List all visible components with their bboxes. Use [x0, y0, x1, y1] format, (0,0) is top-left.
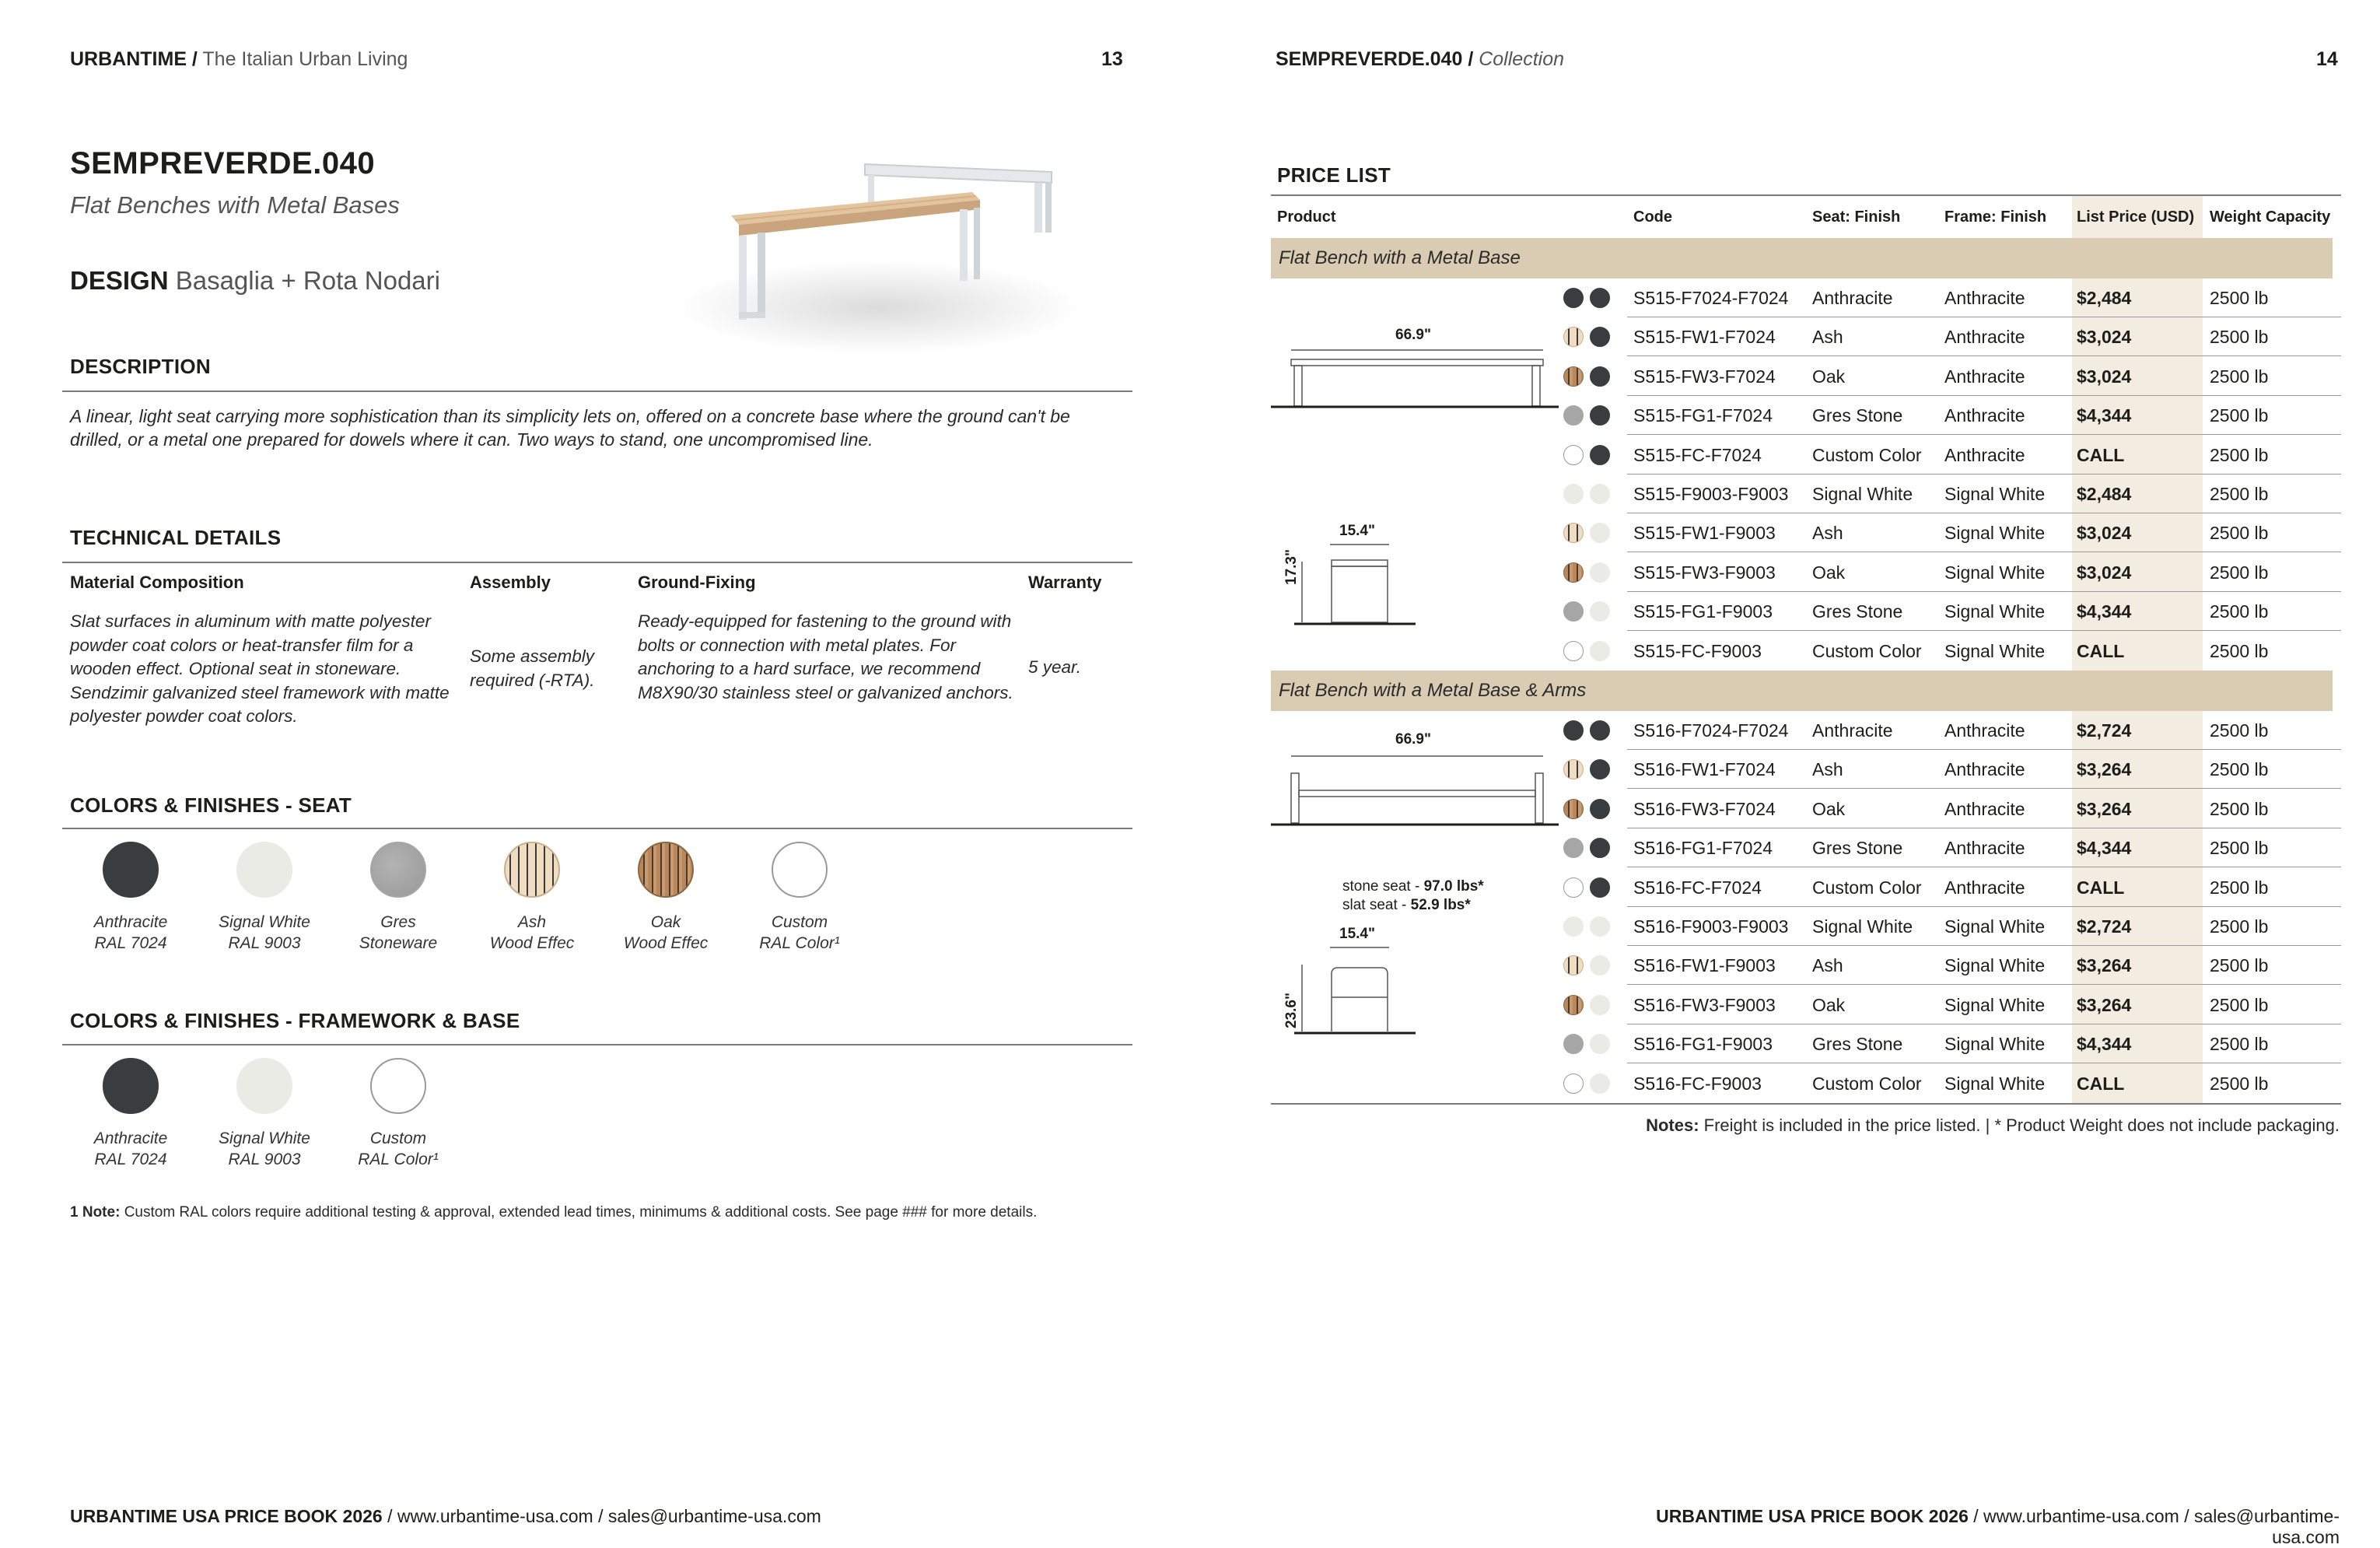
table-row	[1271, 475, 2341, 513]
list-price: $2,724	[2077, 916, 2132, 937]
frame-finishes-rule	[62, 1044, 1132, 1045]
product-code: S516-FW1-F9003	[1633, 955, 1776, 976]
product-code: S516-FW1-F7024	[1633, 759, 1776, 780]
designers: Basaglia + Rota Nodari	[175, 266, 440, 295]
weight-capacity: 2500 lb	[2210, 562, 2269, 583]
seat-finish: Custom Color	[1812, 1073, 1922, 1094]
frame-finish: Signal White	[1944, 523, 2046, 544]
frame-finish-dot	[1590, 327, 1610, 347]
table-row	[1271, 592, 2341, 631]
tech-assembly-text: Some assembly required (-RTA).	[470, 646, 595, 690]
list-price: $3,264	[2077, 955, 2132, 976]
frame-finish-dot	[1590, 955, 1610, 975]
list-price: $3,264	[2077, 759, 2132, 780]
tech-header-material: Material Composition	[70, 573, 244, 592]
frame-finish: Signal White	[1944, 994, 2046, 1015]
seat-finish: Oak	[1812, 562, 1846, 583]
weight-capacity: 2500 lb	[2210, 288, 2269, 308]
description-rule	[62, 391, 1132, 392]
table-row	[1271, 1064, 2341, 1103]
swatch-label	[596, 912, 736, 954]
group-title: Flat Bench with a Metal Base	[1279, 247, 1521, 268]
list-price: $3,024	[2077, 366, 2132, 387]
seat-finish-dot	[1563, 838, 1584, 858]
bench-front-drawing	[1271, 344, 1559, 414]
seat-finish: Custom Color	[1812, 877, 1922, 898]
group-title: Flat Bench with a Metal Base & Arms	[1279, 680, 1587, 701]
seat-finishes-rule	[62, 828, 1132, 829]
seat-finish: Ash	[1812, 523, 1843, 544]
weight-capacity: 2500 lb	[2210, 955, 2269, 976]
product-name: SEMPREVERDE.040	[70, 146, 376, 180]
custom-swatch	[370, 1058, 426, 1114]
list-price: $3,264	[2077, 994, 2132, 1015]
left-page-header	[70, 48, 408, 71]
product-image	[661, 152, 1097, 362]
seat-finish-dot	[1563, 877, 1584, 898]
table-row	[1271, 828, 2341, 867]
table-row	[1271, 946, 2341, 985]
col-header-list-price: List Price (USD)	[2077, 208, 2195, 226]
frame-finishes-title: COLORS & FINISHES - FRAMEWORK & BASE	[70, 1009, 520, 1032]
col-header-seat-finish: Seat: Finish	[1812, 208, 1901, 226]
tech-material-text: Slat surfaces in aluminum with matte polyester powder coat colors or heat-transfer film for a wooden effect. Optional seat in stoneware. Sendzimir galvanized steel framework with matte polyester powder coat colors.	[70, 611, 450, 726]
tech-warranty-text: 5 year.	[1028, 657, 1081, 677]
frame-finish-dot	[1590, 1034, 1610, 1054]
weight-capacity: 2500 lb	[2210, 759, 2269, 780]
group-band	[1271, 238, 2333, 278]
seat-finish-dot	[1563, 799, 1584, 819]
seat-finish-dot	[1563, 995, 1584, 1015]
seat-finish-dot	[1563, 916, 1584, 937]
stone-seat-value: 97.0 lbs*	[1423, 878, 1484, 895]
frame-finish: Anthracite	[1944, 720, 2025, 741]
seat-finish: Ash	[1812, 955, 1843, 976]
seat-finish: Anthracite	[1812, 288, 1893, 308]
swatch-name: Anthracite	[93, 913, 168, 931]
table-row	[1271, 1024, 2341, 1063]
weight-capacity: 2500 lb	[2210, 366, 2269, 387]
bench-weights	[1342, 877, 1484, 915]
list-price: $3,024	[2077, 562, 2132, 583]
list-price: CALL	[2077, 444, 2125, 465]
footer-contact: / www.urbantime-usa.com / sales@urbantime-usa.com	[1973, 1506, 2340, 1547]
product-code: S515-FW1-F7024	[1633, 327, 1776, 348]
swatch-name: Oak	[650, 913, 681, 931]
tech-ground-fixing-text: Ready-equipped for fastening to the ground with bolts or connection with metal plates. For anchoring to a hard surface, we recommend M8X90/30 stainless steel or galvanized anchors.	[638, 611, 1013, 702]
group-rows	[1271, 278, 2341, 671]
list-price: $3,024	[2077, 327, 2132, 348]
price-list-title: PRICE LIST	[1277, 163, 1391, 187]
swatch-label	[61, 912, 201, 954]
product-code: S516-FG1-F9003	[1633, 1034, 1773, 1055]
col-header-frame-finish: Frame: Finish	[1944, 208, 2047, 226]
ash-swatch	[504, 842, 560, 898]
product-code: S516-FW3-F7024	[1633, 798, 1776, 819]
swatch-code: RAL 7024	[94, 934, 167, 952]
seat-finish-dot	[1563, 1073, 1584, 1094]
col-header-code: Code	[1633, 208, 1672, 226]
swatch-code: Wood Effec	[623, 934, 709, 952]
swatch-code: RAL 7024	[94, 1150, 167, 1168]
weight-capacity: 2500 lb	[2210, 327, 2269, 348]
frame-finish: Anthracite	[1944, 405, 2025, 426]
swatch-name: Custom	[771, 913, 828, 931]
list-price: CALL	[2077, 1073, 2125, 1094]
frame-finish: Anthracite	[1944, 798, 2025, 819]
header-tagline: The Italian Urban Living	[202, 48, 408, 70]
note-text: Custom RAL colors require additional testing & approval, extended lead times, minimums & additional costs. See page ### for more details.	[124, 1204, 1038, 1221]
tech-header-warranty: Warranty	[1028, 573, 1102, 592]
product-code: S515-FC-F9003	[1633, 640, 1762, 661]
oak-swatch	[638, 842, 694, 898]
swatch-label	[328, 912, 468, 954]
header-brand: SEMPREVERDE.040 /	[1276, 48, 1474, 70]
seat-finish: Custom Color	[1812, 444, 1922, 465]
seat-finish-dot	[1563, 366, 1584, 387]
slat-seat-label: slat seat -	[1342, 897, 1411, 913]
swatch-name: Custom	[369, 1129, 427, 1147]
list-price: $3,264	[2077, 798, 2132, 819]
seat-finish: Oak	[1812, 366, 1846, 387]
seat-finish: Signal White	[1812, 916, 1913, 937]
swatch-code: Wood Effec	[489, 934, 575, 952]
tech-header-ground-fixing: Ground-Fixing	[638, 573, 756, 592]
frame-finish-dot	[1590, 405, 1610, 426]
stone-seat-weight	[1342, 877, 1484, 896]
col-header-product: Product	[1277, 208, 1336, 226]
list-price: $2,724	[2077, 720, 2132, 741]
frame-finish: Anthracite	[1944, 288, 2025, 308]
header-brand: URBANTIME /	[70, 48, 198, 70]
frame-finish: Signal White	[1944, 916, 2046, 937]
list-price: CALL	[2077, 640, 2125, 661]
custom-swatch	[772, 842, 828, 898]
left-footer	[70, 1506, 821, 1527]
frame-finish-dot	[1590, 641, 1610, 661]
notes-text: Freight is included in the price listed. | * Product Weight does not include packaging.	[1703, 1115, 2340, 1135]
product-code: S515-FG1-F9003	[1633, 601, 1773, 622]
product-code: S516-FG1-F7024	[1633, 838, 1773, 859]
frame-finish-dot	[1590, 838, 1610, 858]
swatch-label	[61, 1128, 201, 1170]
frame-finish-dot	[1590, 720, 1610, 741]
seat-finish: Custom Color	[1812, 640, 1922, 661]
product-subtitle: Flat Benches with Metal Bases	[70, 191, 400, 219]
table-row	[1271, 513, 2341, 552]
weight-capacity: 2500 lb	[2210, 838, 2269, 859]
frame-finish-dot	[1590, 877, 1610, 898]
swatch-name: Ash	[517, 913, 547, 931]
page-number-right: 14	[2316, 48, 2338, 70]
product-code: S516-F7024-F7024	[1633, 720, 1789, 741]
seat-finish: Gres Stone	[1812, 405, 1903, 426]
frame-finish-dot	[1590, 484, 1610, 504]
weight-capacity: 2500 lb	[2210, 798, 2269, 819]
price-table	[1271, 196, 2341, 1106]
signal-white-swatch	[236, 842, 292, 898]
seat-finish-dot	[1563, 405, 1584, 426]
seat-finish: Oak	[1812, 798, 1846, 819]
technical-title: TECHNICAL DETAILS	[70, 526, 282, 549]
list-price: $4,344	[2077, 601, 2132, 622]
seat-finish: Signal White	[1812, 484, 1913, 504]
swatch-label	[462, 912, 602, 954]
frame-finish-dot	[1590, 601, 1610, 622]
seat-finish-dot	[1563, 523, 1584, 543]
frame-finish: Signal White	[1944, 484, 2046, 504]
swatch-name: Anthracite	[93, 1129, 168, 1147]
footer-brand: URBANTIME USA PRICE BOOK 2026	[70, 1506, 383, 1526]
swatch-name: Signal White	[219, 1129, 310, 1147]
footer-contact: / www.urbantime-usa.com / sales@urbantime-usa.com	[387, 1506, 821, 1526]
swatch-code: RAL Color¹	[358, 1150, 439, 1168]
seat-finish-dot	[1563, 288, 1584, 308]
seat-finishes-title: COLORS & FINISHES - SEAT	[70, 793, 352, 817]
frame-finish-dot	[1590, 799, 1610, 819]
seat-finish-dot	[1563, 445, 1584, 465]
swatch-label	[194, 1128, 334, 1170]
list-price: $2,484	[2077, 288, 2132, 308]
seat-finish-dot	[1563, 1034, 1584, 1054]
seat-finish: Oak	[1812, 994, 1846, 1015]
swatch-code: Stoneware	[359, 934, 438, 952]
frame-finish-dot	[1590, 1073, 1610, 1094]
dim-height: 17.3"	[1283, 549, 1300, 585]
design-credit	[70, 266, 440, 296]
weight-capacity: 2500 lb	[2210, 444, 2269, 465]
product-code: S515-FW3-F7024	[1633, 366, 1776, 387]
signal-white-swatch	[236, 1058, 292, 1114]
group-band	[1271, 671, 2333, 711]
product-code: S516-FC-F7024	[1633, 877, 1762, 898]
frame-finish-dot	[1590, 288, 1610, 308]
seat-finish-dot	[1563, 562, 1584, 583]
seat-finish: Ash	[1812, 327, 1843, 348]
frame-swatch-row	[0, 1058, 544, 1182]
slat-seat-value: 52.9 lbs*	[1410, 897, 1471, 913]
table-row	[1271, 553, 2341, 592]
seat-finish-dot	[1563, 720, 1584, 741]
seat-finish-dot	[1563, 759, 1584, 779]
frame-finish: Signal White	[1944, 562, 2046, 583]
frame-finish: Signal White	[1944, 640, 2046, 661]
product-code: S516-FC-F9003	[1633, 1073, 1762, 1094]
swatch-label	[194, 912, 334, 954]
description-text: A linear, light seat carrying more sophistication than its simplicity lets on, offered on a concrete base where the ground can't be drilled, or a metal one prepared for dowels where it can. Two ways to stand, one uncompromised line.	[70, 406, 1070, 450]
swatch-code: RAL Color¹	[759, 934, 840, 952]
weight-capacity: 2500 lb	[2210, 877, 2269, 898]
dim-height: 23.6"	[1283, 993, 1300, 1028]
bench-side-drawing	[1271, 538, 1426, 632]
seat-finish: Ash	[1812, 759, 1843, 780]
technical-rule	[62, 562, 1132, 563]
seat-finish: Gres Stone	[1812, 601, 1903, 622]
dim-length: 66.9"	[1395, 731, 1431, 748]
header-tagline: Collection	[1479, 48, 1564, 70]
seat-finish: Gres Stone	[1812, 838, 1903, 859]
table-row	[1271, 711, 2341, 750]
stone-seat-label: stone seat -	[1342, 878, 1424, 895]
dim-length: 66.9"	[1395, 327, 1431, 343]
price-notes	[1632, 1115, 2340, 1136]
weight-capacity: 2500 lb	[2210, 916, 2269, 937]
right-footer	[1601, 1506, 2340, 1548]
weight-capacity: 2500 lb	[2210, 1073, 2269, 1094]
table-row	[1271, 278, 2341, 317]
page-number-left: 13	[1101, 48, 1123, 70]
frame-finish-dot	[1590, 366, 1610, 387]
product-code: S515-FW1-F9003	[1633, 523, 1776, 544]
seat-swatch-row	[0, 842, 933, 966]
weight-capacity: 2500 lb	[2210, 720, 2269, 741]
frame-finish: Signal White	[1944, 955, 2046, 976]
col-header-weight-capacity: Weight Capacity	[2210, 208, 2331, 226]
weight-capacity: 2500 lb	[2210, 484, 2269, 504]
product-code: S516-F9003-F9003	[1633, 916, 1789, 937]
frame-finish: Anthracite	[1944, 366, 2025, 387]
product-code: S515-FW3-F9003	[1633, 562, 1776, 583]
seat-finish-dot	[1563, 484, 1584, 504]
bench-arms-front-drawing	[1271, 750, 1559, 828]
bench-arms-side-drawing	[1271, 941, 1426, 1042]
swatch-label	[328, 1128, 468, 1170]
table-row	[1271, 632, 2341, 671]
seat-finish-dot	[1563, 601, 1584, 622]
product-code: S515-FC-F7024	[1633, 444, 1762, 465]
weight-capacity: 2500 lb	[2210, 1034, 2269, 1055]
description-title: DESCRIPTION	[70, 355, 211, 378]
tech-header-assembly: Assembly	[470, 573, 551, 592]
seat-finish-dot	[1563, 955, 1584, 975]
dim-depth: 15.4"	[1339, 523, 1375, 539]
weight-capacity: 2500 lb	[2210, 994, 2269, 1015]
swatch-name: Gres	[380, 913, 416, 931]
slat-seat-weight	[1342, 896, 1484, 915]
table-bottom-rule	[1271, 1103, 2341, 1105]
anthracite-swatch	[103, 1058, 159, 1114]
swatch-code: RAL 9003	[228, 934, 301, 952]
product-code: S515-FG1-F7024	[1633, 405, 1773, 426]
list-price: $3,024	[2077, 523, 2132, 544]
seat-finish-dot	[1563, 327, 1584, 347]
frame-finish: Anthracite	[1944, 444, 2025, 465]
anthracite-swatch	[103, 842, 159, 898]
list-price: $4,344	[2077, 838, 2132, 859]
swatch-label	[730, 912, 870, 954]
product-code: S515-F9003-F9003	[1633, 484, 1789, 504]
list-price: $4,344	[2077, 1034, 2132, 1055]
product-code: S516-FW3-F9003	[1633, 994, 1776, 1015]
right-page-header	[1276, 48, 1564, 71]
frame-finish: Signal White	[1944, 601, 2046, 622]
seat-finish-dot	[1563, 641, 1584, 661]
design-label: DESIGN	[70, 266, 169, 295]
footer-brand: URBANTIME USA PRICE BOOK 2026	[1656, 1506, 1969, 1526]
frame-finish-dot	[1590, 523, 1610, 543]
frame-finish: Anthracite	[1944, 327, 2025, 348]
seat-finish: Anthracite	[1812, 720, 1893, 741]
swatch-code: RAL 9003	[228, 1150, 301, 1168]
list-price: $2,484	[2077, 484, 2132, 504]
product-code: S515-F7024-F7024	[1633, 288, 1789, 308]
dim-depth: 15.4"	[1339, 926, 1375, 942]
frame-finish-dot	[1590, 445, 1610, 465]
list-price: $4,344	[2077, 405, 2132, 426]
frame-finish: Signal White	[1944, 1034, 2046, 1055]
note-label: 1 Note:	[70, 1204, 121, 1221]
table-row	[1271, 986, 2341, 1024]
seat-finish: Gres Stone	[1812, 1034, 1903, 1055]
notes-label: Notes:	[1646, 1115, 1699, 1135]
weight-capacity: 2500 lb	[2210, 601, 2269, 622]
frame-finish-dot	[1590, 916, 1610, 937]
frame-finish: Signal White	[1944, 1073, 2046, 1094]
weight-capacity: 2500 lb	[2210, 523, 2269, 544]
frame-finish: Anthracite	[1944, 877, 2025, 898]
list-price: CALL	[2077, 877, 2125, 898]
swatch-name: Signal White	[219, 913, 310, 931]
weight-capacity: 2500 lb	[2210, 405, 2269, 426]
table-row	[1271, 436, 2341, 475]
custom-color-note	[70, 1204, 1037, 1221]
frame-finish: Anthracite	[1944, 838, 2025, 859]
frame-finish-dot	[1590, 995, 1610, 1015]
weight-capacity: 2500 lb	[2210, 640, 2269, 661]
frame-finish-dot	[1590, 562, 1610, 583]
frame-finish: Anthracite	[1944, 759, 2025, 780]
gres-swatch	[370, 842, 426, 898]
frame-finish-dot	[1590, 759, 1610, 779]
